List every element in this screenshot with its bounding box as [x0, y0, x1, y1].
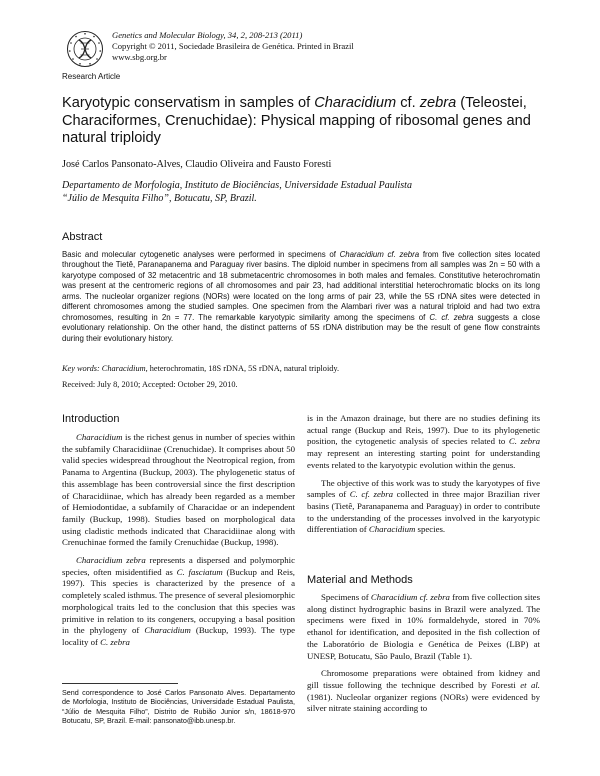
introduction-body — [62, 432, 295, 649]
sbg-logo — [66, 30, 104, 68]
methods-paragraph-1 — [307, 592, 540, 662]
introduction-heading: Introduction — [62, 413, 120, 425]
taxon: Characidium — [144, 625, 191, 636]
text: Specimens of — [321, 592, 371, 602]
affiliation-line-2: “Júlio de Mesquita Filho”, Botucatu, SP, Brazil. — [62, 193, 257, 204]
text: (1981). Nucleolar organizer regions (NORs) were evidenced by silver nitrate staining according to — [307, 691, 540, 714]
journal-header — [112, 30, 512, 62]
methods-heading: Material and Methods — [307, 574, 413, 586]
title-part: Karyotypic conservatism in samples of — [62, 95, 315, 111]
affiliation-line-1: Departamento de Morfologia, Instituto de Biociências, Universidade Estadual Paulista — [62, 180, 412, 191]
taxon: C. zebra — [100, 636, 130, 647]
keyword-genus: Characidium — [101, 364, 146, 373]
methods-body — [307, 592, 540, 715]
intro-paragraph-4 — [307, 478, 540, 537]
text: species. — [415, 524, 446, 535]
taxon: C. fasciatum — [176, 566, 223, 577]
title-genus: Characidium — [314, 95, 397, 111]
abstract-taxon: Characidium cf. zebra — [339, 250, 420, 259]
abstract-text: from five collection sites located throughout the Tietê, Paranapanema and Paraguay river basins. The diploid number in specimens from all samples was 2n = 50 with a karyotype composed of 32 metacentric and 18 submetacentric chromosomes in both males and females. Constitutive heterochromatin was present at the centromeric regions of all chromosomes and pair 23, had additional interstitial heterochromatic blocks on its long arms. The nucleolar organizer regions (NORs) were located on the long arms of pair 23, while the 5S rDNA sites were detected in different chromosomes among the studied samples. One specimen from the Alambari river was a natural triploid and had two extra chromosomes, resulting in 2n = 77. The remarkable karyotypic similarity among the specimens of — [62, 250, 540, 322]
text: is in the Amazon drainage, but there are no studies defining its actual range (Buckup and Reis, 1997). Due to its phylogenetic position, the cytogenetic analysis of species related to — [307, 413, 540, 447]
keywords-list: , heterochromatin, 18S rDNA, 5S rDNA, natural triploidy. — [145, 364, 340, 373]
keywords-label: Key words: — [62, 364, 100, 373]
article-title — [62, 95, 540, 148]
taxon: Characidium — [76, 432, 123, 442]
text: may represent an interesting starting point for understanding events related to the karyotypic evolution within the genus. — [307, 448, 540, 470]
abstract-taxon: C. cf. zebra — [429, 312, 474, 322]
text: represents a dispersed and polymorphic species, often misidentified as — [62, 555, 295, 577]
intro-continued — [307, 413, 540, 536]
text-italic: et al. — [520, 679, 541, 690]
intro-paragraph-3 — [307, 413, 540, 472]
text: The objective of this work was to study the karyotypes of five samples of — [307, 477, 540, 500]
title-species: zebra — [419, 95, 457, 111]
taxon: Characidium cf. zebra — [370, 592, 450, 602]
text: is the richest genus in number of species within the subfamily Characidiinae (Crenuchidae). It comprises about 50 valid species widespread throughout the Neotropical region, from Panama to Argentina (Buckup, 2003). The phylogenetic status of this assemblage has been controversial since the first description of Characidiinae, which has already been regarded as a member of Hemiodontidae, a subfamily of Characidae or an independent family (Buckup, 1998). Studies based on morphological data using cladistic methods indicated that Characidiinae along with Crenuchinae formed the family Crenuchidae (Buckup, 1998). — [62, 432, 295, 548]
taxon: Characidium — [368, 524, 416, 535]
text: collected in three major Brazilian river basins (Tietê, Paranapanema and Paraguay) in order to contribute to the understanding of the processes involved in the karyotypic differentiation of — [307, 489, 541, 535]
abstract-heading: Abstract — [62, 231, 103, 243]
abstract-text: suggests a close evolutionary relationship. On the other hand, the distinct patterns of 5S rDNA distribution may be the result of gene flow constraints during their evolutionary history. — [62, 312, 541, 343]
journal-website-link[interactable]: www.sbg.org.br — [112, 51, 167, 62]
text: (Buckup and Reis, 1997). This species is characterized by the presence of a completely scaled isthmus. The presence of several plesiomorphic morphological traits led to the conclusion that this species was primitive in relation to its congeners, occupying a basal position in the phylogeny of — [62, 566, 295, 636]
text: from five collection sites along distinct hydrographic basins in Brazil were analyzed. The specimens were fixed in 10% formaldehyde, stored in 70% ethanol for identification, and deposited in the fish collection of the Laboratório de Biologia e Genética de Peixes (LBP) at UNESP, Botucatu, São Paulo, Brazil (Table 1). — [307, 592, 540, 661]
title-part: cf. — [396, 95, 420, 111]
text: Chromosome preparations were obtained from kidney and gill tissue following the technique described by Foresti — [307, 668, 540, 690]
copyright-line: Copyright © 2011, Sociedade Brasileira de Genética. Printed in Brazil — [112, 40, 354, 51]
abstract-body — [62, 250, 540, 344]
text: (Buckup, 1993). The type locality of — [62, 625, 295, 647]
received-dates: Received: July 8, 2010; Accepted: October 29, 2010. — [62, 380, 238, 389]
article-type: Research Article — [62, 72, 121, 81]
footnote-divider — [62, 683, 178, 684]
taxon: C. zebra — [508, 436, 540, 447]
correspondence-footnote: Send correspondence to José Carlos Pansonato Alves. Departamento de Morfologia, Instituto de Biociências, Universidade Estadual Paulista, “Júlio de Mesquita Filho”, Distrito de Rubião Junior s/n, 18618-970 Botucatu, SP, Brazil. E-mail: pansonato@ibb.unesp.br. — [62, 688, 295, 726]
intro-paragraph-2 — [62, 555, 295, 649]
abstract-text: Basic and molecular cytogenetic analyses were performed in specimens of — [62, 250, 340, 259]
journal-citation: Genetics and Molecular Biology, 34, 2, 208-213 (2011) — [112, 30, 303, 40]
authors: José Carlos Pansonato-Alves, Claudio Oliveira and Fausto Foresti — [62, 159, 332, 170]
methods-paragraph-2 — [307, 668, 540, 715]
taxon: Characidium zebra — [76, 555, 146, 566]
title-part: (Teleostei, Characiformes, Crenuchidae): Physical mapping of ribosomal genes and natural triploidy — [62, 95, 531, 146]
keywords — [62, 364, 540, 373]
affiliation — [62, 179, 542, 205]
intro-paragraph-1 — [62, 432, 295, 549]
taxon: C. cf. zebra — [349, 489, 394, 500]
